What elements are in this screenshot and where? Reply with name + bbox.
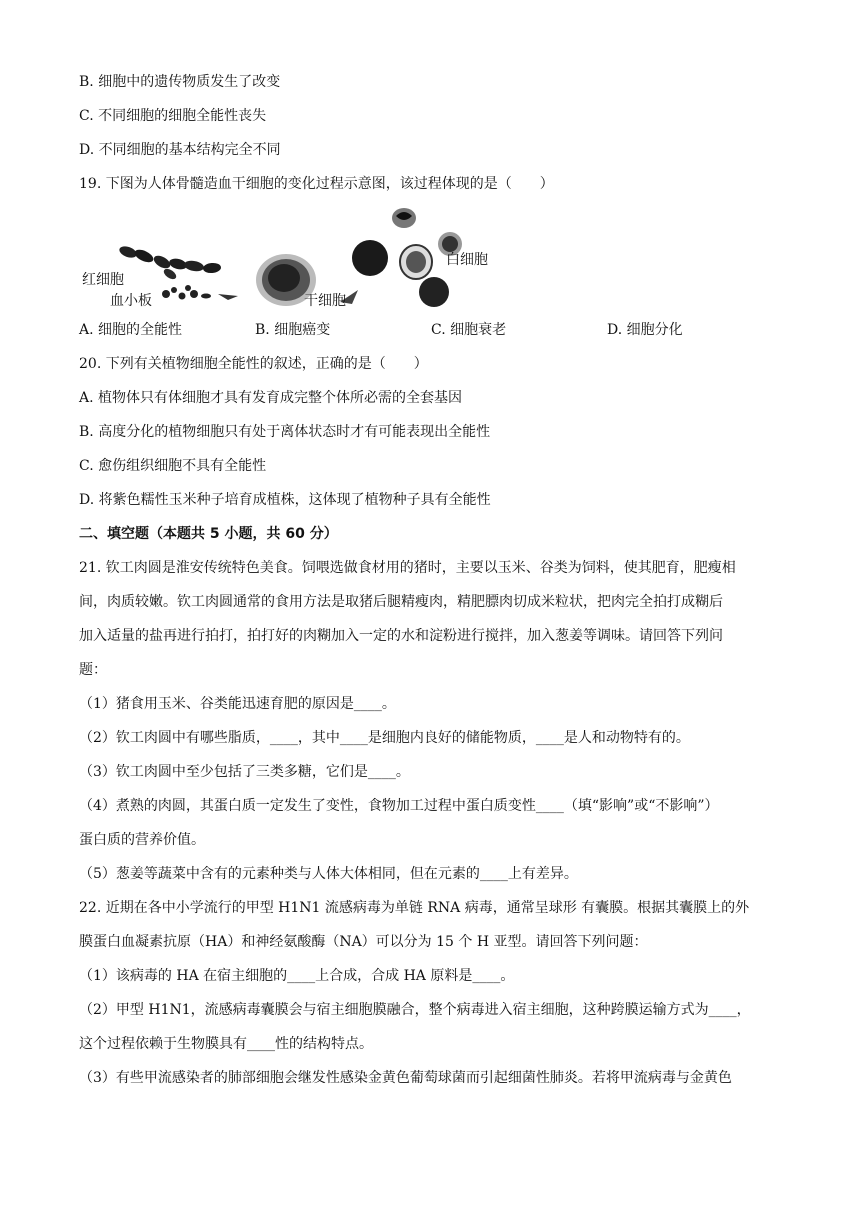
q21-line: 题： — [79, 662, 107, 678]
q20-option-d: D. 将紫色糯性玉米种子培育成植株，这体现了植物种子具有全能性 — [79, 492, 491, 508]
q18-option-d: D. 不同细胞的基本结构完全不同 — [79, 142, 281, 158]
q22-sub-question: 这个过程依赖于生物膜具有____性的结构特点。 — [79, 1036, 373, 1052]
q21-line: 加入适量的盐再进行拍打，拍打好的肉糊加入一定的水和淀粉进行搅拌，加入葱姜等调味。请回答下列问 — [79, 628, 723, 644]
q19-option-d: D. 细胞分化 — [607, 322, 683, 338]
q19-figure — [78, 204, 508, 316]
q21-sub-question: （1）猪食用玉米、谷类能迅速育肥的原因是____。 — [79, 696, 396, 712]
q21-sub-question: 蛋白质的营养价值。 — [79, 832, 205, 848]
q21-line: 21. 钦工肉圆是淮安传统特色美食。饲喂选做食材用的猪时，主要以玉米、谷类为饲料，使其肥育，肥瘦相 — [79, 560, 736, 576]
q18-option-c: C. 不同细胞的细胞全能性丧失 — [79, 108, 267, 124]
q22-sub-question: （1）该病毒的 HA 在宿主细胞的____上合成，合成 HA 原料是____。 — [79, 968, 515, 984]
q21-sub-question: （3）钦工肉圆中至少包括了三类多糖，它们是____。 — [79, 764, 410, 780]
q20-option-a: A. 植物体只有体细胞才具有发育成完整个体所必需的全套基因 — [79, 390, 463, 406]
q21-sub-question: （2）钦工肉圆中有哪些脂质，____，其中____是细胞内良好的储能物质，____是人和动物特有的。 — [79, 730, 690, 746]
q22-line: 22. 近期在各中小学流行的甲型 H1N1 流感病毒为单链 RNA 病毒，通常呈球形 有囊膜。根据其囊膜上的外 — [79, 900, 750, 916]
q18-option-b: B. 细胞中的遗传物质发生了改变 — [79, 74, 281, 90]
white-cell-label: 白细胞 — [446, 252, 488, 268]
q19-option-a: A. 细胞的全能性 — [79, 322, 183, 338]
q21-sub-question: （5）葱姜等蔬菜中含有的元素种类与人体大体相同，但在元素的____上有差异。 — [79, 866, 578, 882]
section-heading: 二、填空题（本题共 5 小题，共 60 分） — [79, 526, 338, 542]
red-cell-label: 红细胞 — [82, 272, 124, 288]
q22-sub-question: （2）甲型 H1N1，流感病毒囊膜会与宿主细胞膜融合，整个病毒进入宿主细胞，这种跨膜运输方式为____， — [79, 1002, 751, 1018]
platelets — [162, 285, 238, 300]
q22-sub-question: （3）有些甲流感染者的肺部细胞会继发性感染金黄色葡萄球菌而引起细菌性肺炎。若将甲流病毒与金黄色 — [79, 1070, 732, 1086]
red-blood-cells — [118, 244, 222, 281]
q19-stem: 19. 下图为人体骨髓造血干细胞的变化过程示意图，该过程体现的是（ ） — [79, 176, 554, 192]
q21-line: 间，肉质较嫩。钦工肉圆通常的食用方法是取猪后腿精瘦肉，精肥膘肉切成米粒状，把肉完全拍打成糊后 — [79, 594, 723, 610]
q20-option-c: C. 愈伤组织细胞不具有全能性 — [79, 458, 267, 474]
q19-option-c: C. 细胞衰老 — [431, 322, 507, 338]
stem-cell-label: 干细胞 — [304, 293, 346, 309]
q22-line: 膜蛋白血凝素抗原（HA）和神经氨酸酶（NA）可以分为 15 个 H 亚型。请回答下列问题： — [79, 934, 648, 950]
q20-option-b: B. 高度分化的植物细胞只有处于离体状态时才有可能表现出全能性 — [79, 424, 491, 440]
q20-stem: 20. 下列有关植物细胞全能性的叙述，正确的是（ ） — [79, 356, 428, 372]
q21-sub-question: （4）煮熟的肉圆，其蛋白质一定发生了变性，食物加工过程中蛋白质变性____（填“影响”或“不影响”） — [79, 798, 719, 814]
q19-option-b: B. 细胞癌变 — [255, 322, 331, 338]
platelet-label: 血小板 — [110, 293, 152, 309]
